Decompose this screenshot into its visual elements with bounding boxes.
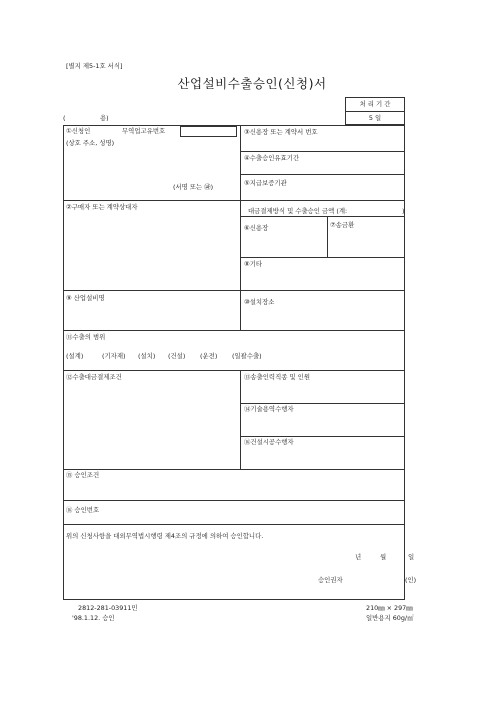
- divider: [240, 403, 405, 404]
- footer-approval-date: '98.1.12. 승인: [72, 614, 115, 622]
- divider: [63, 469, 405, 470]
- purpose-text: 용): [100, 114, 109, 122]
- footer-code: 2812-281-03911민: [78, 604, 138, 612]
- divider: [240, 216, 405, 217]
- scope-option: (일괄수출): [232, 352, 262, 360]
- applicant-label: ①신청인: [66, 127, 91, 135]
- processing-period-value: 5 일: [368, 114, 382, 122]
- divider: [240, 290, 405, 291]
- divider: [63, 524, 405, 525]
- date-day: 일: [408, 553, 415, 561]
- personnel-label: ⑬송출인력직종 및 인원: [244, 373, 311, 381]
- validity-period-label: ④수출승인유효기간: [244, 154, 300, 162]
- footer-size: 210㎜ × 297㎜: [366, 604, 413, 612]
- divider: [240, 436, 405, 437]
- payment-terms-label: ⑫수출대금결제조건: [66, 373, 122, 381]
- payment-amount-label: 대금결제방식 및 수출승인 금액 (계:: [248, 207, 348, 215]
- payment-amount-close: ): [402, 207, 405, 215]
- date-year: 년: [355, 553, 362, 561]
- other-label: ⑧기타: [244, 260, 263, 268]
- divider: [63, 330, 405, 331]
- divider: [345, 111, 405, 112]
- scope-option: (운전): [200, 352, 218, 360]
- signature-label: (서명 또는 ㉺): [173, 183, 214, 191]
- scope-option: (건설): [168, 352, 186, 360]
- lc-label: ⑥신용장: [244, 224, 269, 232]
- date-month: 월: [380, 553, 387, 561]
- payment-due-label: ⑤지급보증기관: [244, 179, 287, 187]
- install-place-label: ⑩설치장소: [244, 298, 275, 306]
- approver-seal: (인): [405, 576, 417, 584]
- scope-option: (기자재): [102, 352, 126, 360]
- tech-service-label: ⑭기술용역수행자: [244, 405, 294, 413]
- trade-code-label: 무역업고유번호: [122, 127, 166, 135]
- divider: [63, 200, 240, 201]
- lc-contract-no-label: ③신용장 또는 계약서 번호: [244, 128, 318, 136]
- approval-conditions-label: ⑮ 승인조건: [66, 471, 100, 479]
- column-divider-bottom: [240, 370, 241, 469]
- divider: [240, 174, 405, 175]
- approver-label: 승인권자: [318, 576, 343, 584]
- divider: [240, 151, 405, 152]
- applicant-sub-label: (상호 주소, 성명): [66, 139, 115, 147]
- divider: [63, 290, 240, 291]
- scope-option: (설계): [66, 352, 84, 360]
- approval-number-label: ⑯ 승인번호: [66, 506, 100, 514]
- divider: [240, 200, 405, 201]
- remittance-label: ⑦송금환: [330, 221, 355, 229]
- buyer-label: ②구매자 또는 계약상대자: [66, 203, 138, 211]
- lc-remittance-divider: [327, 216, 328, 257]
- divider: [63, 500, 405, 501]
- divider: [240, 257, 405, 258]
- scope-option: (설치): [138, 352, 156, 360]
- column-divider-top: [240, 125, 241, 330]
- construction-label: ⑯건설시공수행자: [244, 438, 294, 446]
- processing-period-label: 처 리 기 간: [359, 100, 391, 108]
- trade-code-field[interactable]: [180, 126, 237, 137]
- purpose-open: (: [63, 114, 66, 122]
- export-scope-label: ⑪수출의 범위: [66, 333, 106, 341]
- form-number: [별지 제5-1호 서식]: [66, 62, 123, 70]
- page-title: 산업설비수출승인(신청)서: [177, 76, 327, 91]
- form-body: [63, 125, 405, 600]
- approval-statement: 위의 신청사항을 대외무역법시행령 제4조의 규정에 의하여 승인합니다.: [66, 532, 264, 540]
- plant-name-label: ⑨ 산업설비명: [66, 294, 105, 302]
- footer-paper: 일반용지 60g/㎡: [366, 614, 414, 622]
- divider: [63, 370, 405, 371]
